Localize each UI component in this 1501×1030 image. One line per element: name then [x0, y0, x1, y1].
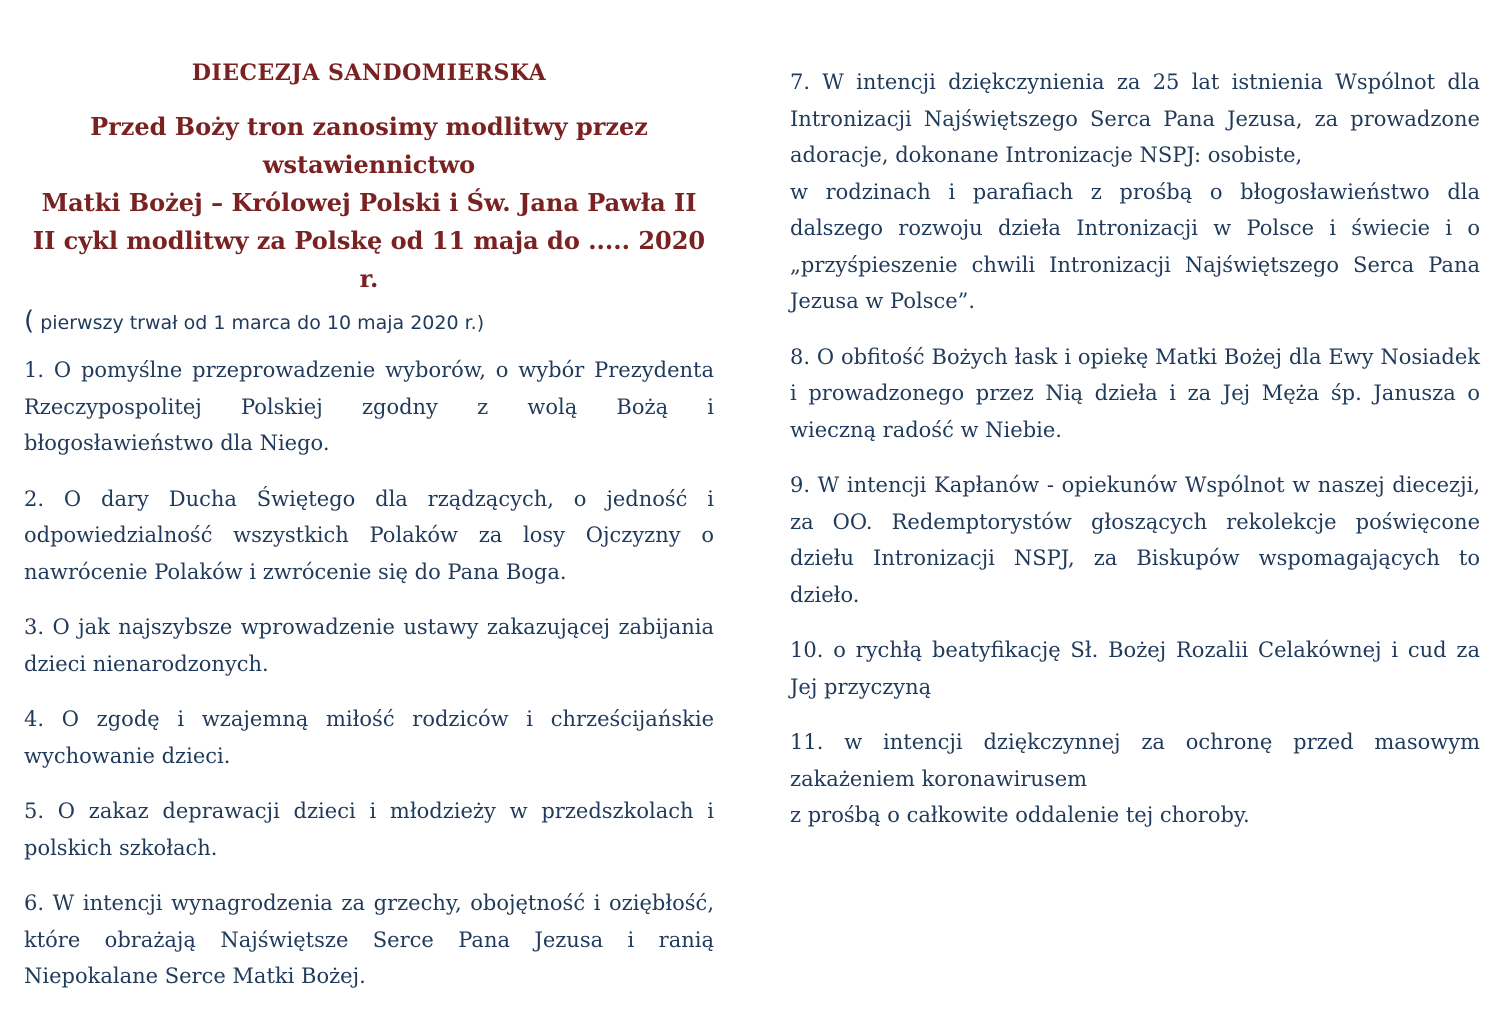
intention-8: 8. O obfitość Bożych łask i opiekę Matki Bożej dla Ewy Nosiadek i prowadzonego przez Nią dzieła i za Jej Męża śp. Janusza o wieczną radość w Niebie.: [790, 344, 1480, 442]
intention-2: 2. O dary Ducha Świętego dla rządzących, o jedność i odpowiedzialność wszystkich Polaków za losy Ojczyzny o nawrócenie Polaków i zwrócenie się do Pana Boga.: [24, 486, 714, 584]
intention-9: 9. W intencji Kapłanów - opiekunów Wspólnot w naszej diecezji, za OO. Redemptorystów głoszących rekolekcje poświęcone dziełu Intronizacji NSPJ, za Biskupów wspomagających to dzieło.: [790, 473, 1480, 607]
intention-6: 6. W intencji wynagrodzenia za grzechy, obojętność i oziębłość, które obrażają Najświętsze Serce Pana Jezusa i ranią Niepokalane Serce Matki Bożej.: [24, 891, 714, 988]
intention-10: 10. o rychłą beatyfikację Sł. Bożej Rozalii Celakównej i cud za Jej przyczyną: [790, 638, 1480, 699]
intention-7-part-1: 7. W intencji dziękczynienia za 25 lat istnienia Wspólnot dla Intronizacji Najświętszego Serca Pana Jezusa, za prowadzone adoracje, dokonane Intronizacje NSPJ: osobiste,: [790, 70, 1480, 167]
cycle-note-paren: (: [24, 306, 35, 336]
prayer-title-line-3: Matki Bożej – Królowej Polski i Św. Jana Pawła II: [41, 188, 697, 217]
intention-1: 1. O pomyślne przeprowadzenie wyborów, o wybór Prezydenta Rzeczypospolitej Polskiej zgodny z wolą Bożą i błogosławieństwo dla Niego.: [24, 358, 714, 455]
intention-11-part-2: z prośbą o całkowite oddalenie tej choroby.: [790, 803, 1250, 827]
left-column: [24, 60, 714, 1014]
right-column: [790, 60, 1480, 853]
prayer-title-line-4: II cykl modlitwy za Polskę od 11 maja do ..... 2020 r.: [32, 226, 706, 293]
diocese-title: DIECEZJA SANDOMIERSKA: [191, 60, 547, 86]
prayer-title-line-1: Przed Boży tron zanosimy modlitwy przez: [90, 112, 648, 141]
intention-4: 4. O zgodę i wzajemną miłość rodziców i chrześcijańskie wychowanie dzieci.: [24, 707, 714, 768]
prayer-title-line-2: wstawiennictwo: [262, 150, 476, 179]
cycle-note: [24, 306, 714, 336]
intention-11-part-1: 11. w intencji dziękczynnej za ochronę przed masowym zakażeniem koronawirusem: [790, 730, 1480, 791]
intention-5: 5. O zakaz deprawacji dzieci i młodzieży w przedszkolach i polskich szkołach.: [24, 799, 714, 860]
intention-3: 3. O jak najszybsze wprowadzenie ustawy zakazującej zabijania dzieci nienarodzonych.: [24, 615, 714, 676]
intention-7-part-2: w rodzinach i parafiach z prośbą o błogosławieństwo dla dalszego rozwoju dzieła Intronizacji w Polsce i świecie i o „przyśpieszenie chwili Intronizacji Najświętszego Serca Pana Jezusa w Polsce”.: [790, 179, 1480, 313]
cycle-note-text: pierwszy trwał od 1 marca do 10 maja 2020 r.): [34, 312, 485, 334]
